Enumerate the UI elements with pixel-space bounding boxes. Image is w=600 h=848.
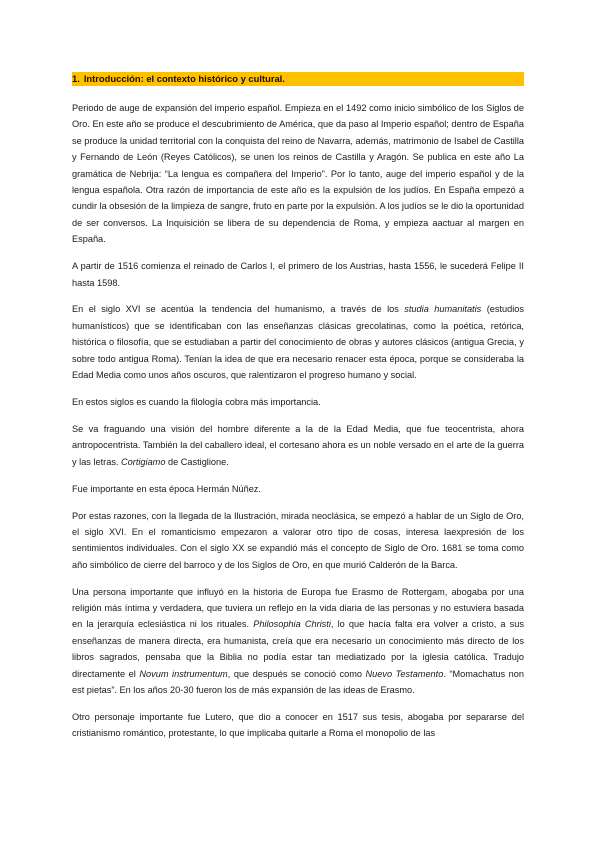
paragraph-8-italic-2: Novum instrumentum — [139, 668, 228, 679]
paragraph-3-text-a: En el siglo XVI se acentúa la tendencia del humanismo, a través de los — [72, 304, 405, 315]
paragraph-8-text-c: , que después se conoció como — [227, 668, 366, 679]
paragraph-8-italic-3: Nuevo Testamento — [365, 668, 444, 679]
paragraph-3-italic: studia humanitatis — [404, 304, 482, 315]
paragraph-3-text-b: (estudios humanísticos) que se identificaban con las enseñanzas clásicas grecolatinas, como la poética, retórica, histórica o filosofía, que se estudiaban a partir del conocimiento de obras y autores clásicos (antigua Grecia, y sobre todo antigua Roma). Tenían la idea de que era necesario renacer esta época, porque se consideraba la Edad Media como unos años oscuros, que ralentizaron el progreso humano y social. — [72, 304, 524, 381]
paragraph-8-text-b: , lo que hacía falta era volver a cristo, a sus enseñanzas de manera directa, era humanista, creía que era necesario un conocimiento más directo de los libros sagrados, pensaba que la Biblia no podía estar tan mediatizado por la iglesia católica. Tradujo directamente el — [72, 619, 524, 679]
paragraph-8-text-a: Una persona importante que influyó en la historia de Europa fue Erasmo de Rottergam, abogaba por una religión más íntima y verdadera, que tuviera un reflejo en la vida diaria de las personas y no estuviera basada en la jerarquía eclesiástica ni los rituales. — [72, 586, 524, 630]
paragraph-5 — [72, 421, 524, 470]
paragraph-6: Fue importante en esta época Hermán Núñez. — [72, 483, 261, 494]
paragraph-7: Por estas razones, con la llegada de la Ilustración, mirada neoclásica, se empezó a hablar de un Siglo de Oro, el siglo XVI. En el romanticismo empezaron a valorar otro tipo de cosas, interesa laexpresión de los sentimientos individuales. Con el siglo XX se expandió más el concepto de Siglo de Oro. 1681 se toma como año simbólico de cierre del barroco y de los Siglos de Oro, en que murió Calderón de la Barca. — [72, 510, 524, 570]
section-title: Introducción: el contexto histórico y cultural. — [83, 73, 285, 84]
paragraph-5-text-a: Se va fraguando una visión del hombre diferente a la de la Edad Media, que fue teocentrista, ahora antropocentrista. También la del caballero ideal, el cortesano ahora es un noble versado en el arte de la guerra y las letras. — [72, 423, 524, 467]
paragraph-8-italic-1: Philosophia Christi — [253, 619, 331, 630]
paragraph-8 — [72, 584, 524, 699]
document-body — [72, 72, 524, 742]
paragraph-4: En estos siglos es cuando la filología cobra más importancia. — [72, 397, 321, 407]
paragraph-8-text-d: . “Momachatus non est pietas”. En los años 20-30 fueron los de más expansión de las ideas de Erasmo. — [72, 668, 525, 696]
paragraph-5-italic: Cortigiamo — [121, 456, 166, 467]
paragraph-1: Periodo de auge de expansión del imperio español. Empieza en el 1492 como inicio simbólico de los Siglos de Oro. En este año se produce el descubrimiento de América, que da paso al Imperio español; dentro de España se produce la unidad territorial con la conquista del reino de Navarra, además, matrimonio de Isabel de Castilla y Fernando de León (Reyes Católicos), se unen los reinos de Castilla y Aragón. Se publica en este año La gramática de Nebrija: “La lengua es compañera del Imperio”. Por lo tanto, auge del imperio español y de la lengua española. Otra razón de importancia de este año es la expulsión de los judíos. En España empezó a cundir la obsesión de la limpieza de sangre, fruto en parte por la expulsión. A los judíos se le dio la oportunidad de ser conversos. La Inquisición se libera de su dependencia de Roma, y empieza aactuar al margen en España. — [72, 103, 525, 245]
paragraph-9: Otro personaje importante fue Lutero, que dio a conocer en 1517 sus tesis, abogaba por separarse del cristianismo romántico, protestante, lo que implicaba quitarle a Roma el monopolio de las — [72, 712, 524, 739]
section-heading — [72, 72, 524, 86]
paragraph-3 — [72, 301, 524, 383]
section-number: 1. — [72, 73, 80, 84]
paragraph-5-text-b: de Castiglione. — [165, 456, 229, 467]
paragraph-2: A partir de 1516 comienza el reinado de Carlos I, el primero de los Austrias, hasta 1556, le sucederá Felipe II hasta 1598. — [72, 261, 524, 288]
